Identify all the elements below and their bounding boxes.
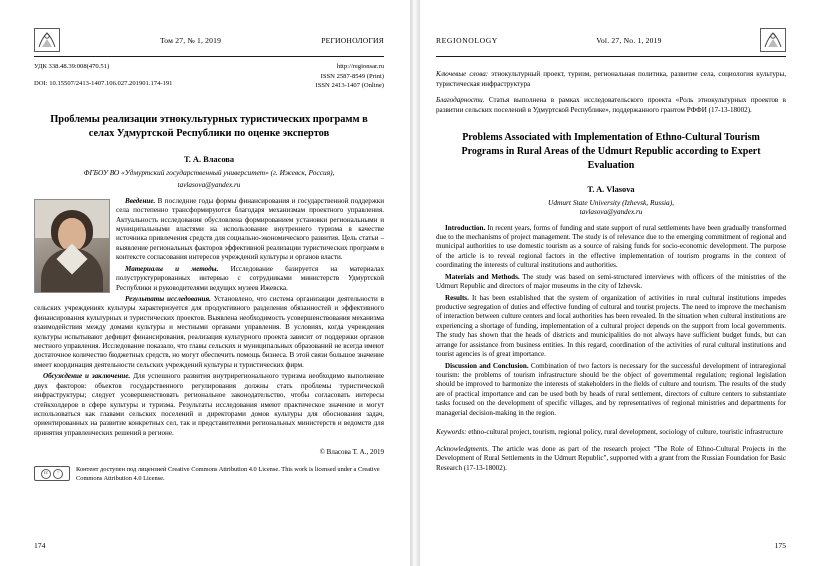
abstract-en-paragraph-methods xyxy=(436,273,786,292)
abstract-en-lead-results: Results. xyxy=(445,293,469,302)
abstract-en-lead-conclusion: Discussion and Conclusion. xyxy=(445,361,529,370)
left-head-journal: РЕГИОНОЛОГИЯ xyxy=(321,35,384,45)
keywords-en-text: ethno-cultural project, tourism, regional policy, rural development, sociology of culture, touristic infrastructure xyxy=(466,428,783,437)
keywords-en-label: Keywords: xyxy=(436,428,467,437)
abstract-lead-conclusion: Обсуждение и заключение. xyxy=(43,372,131,381)
abstract-en-paragraph-conclusion xyxy=(436,362,786,419)
abstract-text-conclusion: Для успешного развития внутрирегионального туризма необходимо выполнение двух факторов: объектов государственного регулирования должны стать проблемы туристической инфраструктуры; следует усовершенствовать региональное законодательство, чтобы согласовать интересы стейкхолдеров в сфере культуры и туризма. Результаты исследования имеют практическое значение и могут использоваться как главами сельских поселений и директорами домов культуры для обоснования задач, ориентированных на развитие конкретных сел, так и представителями региональных министерств и ведомств для принятия управленческих решений в регионе. xyxy=(34,372,384,437)
keywords-ru xyxy=(436,70,786,89)
right-page xyxy=(410,0,820,566)
left-running-head xyxy=(34,28,384,57)
issn-print: ISSN 2587-8549 (Print) xyxy=(320,72,384,80)
acknowledgments-en-text: The article was done as part of the research project "The Role of Ethno-Cultural Projects in the Development of Rural Settlements in the Udmurt Republic", supported with a grant from the Russian Foundation for Basic Research (17-13-18002). xyxy=(436,444,786,472)
abstract-text-results: Установлено, что система организации деятельности в сельских учреждениях культуры характеризуется для продуктивного разделения обязанностей и эффективного финансирования культурных и туристических проектов. Выявлена необходимость усовершенствования механизма взаимодействия между домами культуры и местными органами управления. В условиях, когда учреждения культуры испытывают дефицит финансирования, реализация культурного проекта зависит от поддержки органов местного управления. Исследование показало, что главы сельских и муниципальных образований не всегда имеют достаточное количество бюджетных средств, но могут обеспечить помощь бизнеса. В этой связи большое значение имеет координация деятельности сельских учреждений культуры и туристических фирм. xyxy=(34,294,384,369)
license-text: Контент доступен под лицензией Creative Commons Attribution 4.0 License. This work is licensed under a Creative Commons Attribution 4.0 License. xyxy=(76,466,380,482)
abstract-en-text-methods: The study was based on semi-structured interviews with officers of the ministries of the Udmurt Republic and directors of major museums in the city of Izhevsk. xyxy=(436,272,786,291)
abstract-en-lead-intro: Introduction. xyxy=(445,223,486,232)
abstract-en-paragraph-results xyxy=(436,294,786,360)
abstract-paragraph-conclusion xyxy=(34,372,384,438)
author-affiliation-en: Udmurt State University (Izhevsk, Russia), xyxy=(547,197,675,207)
copyright-line: © Власова Т. А., 2019 xyxy=(319,448,384,457)
author-affiliation-ru: ФГБОУ ВО «Удмуртский государственный университет» (г. Ижевск, Россия), xyxy=(83,168,335,178)
abstract-paragraph-results xyxy=(34,295,384,370)
abstract-en-paragraph-intro xyxy=(436,224,786,271)
page-number-right: 175 xyxy=(774,541,786,550)
abstract-en-text-conclusion: Combination of two factors is necessary for the successful development of intraregional tourism: the problems of tourism infrastructure should be the object of governmental regulation; regional legislation should be improved to harmonize the interests of stakeholders in the fields of culture and tourism. The results of the study are of practical importance and can be used both by heads of rural settlement, directors of culture centers to substantiate tasks focused on the development of specific villages, and by representatives of regional ministries and departments for managerial decision-making in the region. xyxy=(436,361,786,417)
article-title-en: Problems Associated with Implementation of Ethno-Cultural Tourism Programs in Rural Areas of the Udmurt Republic according to Expert Evaluation xyxy=(461,132,761,171)
journal-logo-icon-right xyxy=(760,28,786,52)
journal-website[interactable]: http://regionsar.ru xyxy=(336,63,384,70)
keywords-ru-text: этнокультурный проект, туризм, региональная политика, развитие села, социология культуры, туристическая инфраструктура xyxy=(436,70,786,88)
abstract-en-text-intro: In recent years, forms of funding and state support of rural settlements have been gradually transformed due to the mechanisms of project management. The study is of relevance due to the emerging commitment of regional and municipal authorities to use domestic tourism as a source of raising funds for socio-economic development. The purpose of the article is to reveal regional factors in the effective implementation of tourism programs in the context of coordinating the interests of cultural institutions and authorities. xyxy=(436,223,786,270)
author-name-ru: Т. А. Власова xyxy=(183,155,235,165)
article-title-ru: Проблемы реализации этнокультурных туристических программ в селах Удмуртской Республики по оценке экспертов xyxy=(50,113,368,139)
left-meta-block xyxy=(34,62,384,91)
author-email-en[interactable]: tavlasova@yandex.ru xyxy=(579,207,643,216)
author-portrait-image xyxy=(34,199,110,293)
abstract-text-methods: Исследование базируется на материалах полуструктурированных интервью с сотрудниками министерств Удмуртской Республики и руководителями ведущих музеев Ижевска. xyxy=(116,264,384,292)
acknowledgments-en-label: Acknowledgments. xyxy=(436,444,489,453)
funding-ru-text: Статья выполнена в рамках исследовательского проекта «Роль этнокультурных проектов в развитии сельских поселений в Удмуртской Республике», поддержанного грантом РФФИ (17-13-18002). xyxy=(436,96,786,114)
right-head-volume: Vol. 27, No. 1, 2019 xyxy=(596,35,662,45)
issn-online: ISSN 2413-1407 (Online) xyxy=(315,82,384,90)
doi-code: DOI: 10.15507/2413-1407.106.027.201901.174-191 xyxy=(34,79,173,87)
abstract-en xyxy=(436,224,786,418)
acknowledgments-en xyxy=(436,445,786,474)
keywords-ru-label: Ключевые слова: xyxy=(436,70,489,78)
funding-ru-label: Благодарности. xyxy=(436,96,485,105)
license-block xyxy=(34,466,384,483)
keywords-en xyxy=(436,428,786,438)
funding-ru xyxy=(436,96,786,115)
page-number-left: 174 xyxy=(34,541,46,550)
author-name-en: T. A. Vlasova xyxy=(587,184,635,194)
udk-code: УДК 338.48.39:008(470.51) xyxy=(34,63,110,70)
abstract-en-lead-methods: Materials and Methods. xyxy=(445,272,520,281)
abstract-en-text-results: It has been established that the system of organization of activities in rural cultural institutions impedes productive segregation of duties and effective funding of cultural and tourist projects. The need to improve the mechanism of interaction between culture centers and local authorities has been revealed. In the situation when cultural institutions are experiencing a shortage of funding, implementation of a cultural project depends on the support from local governments. The study has shown that the heads of districts and municipalities do not always have sufficient budget funds, but can arrange for assistance from business entities. In this regard, coordination of the activities of rural cultural institutions and tourist agencies is of great importance. xyxy=(436,293,786,359)
journal-logo-icon xyxy=(34,28,60,52)
right-head-journal: REGIONOLOGY xyxy=(436,35,498,45)
author-photo xyxy=(34,199,108,293)
left-head-volume: Том 27, № 1, 2019 xyxy=(160,35,222,45)
abstract-text-intro: В последние годы формы финансирования и государственной поддержки села постепенно трансформируются благодаря механизмам проектного управления. Актуальность исследования обусловлена формированием установки региональными и муниципальными властями на использование внутреннего туризма в качестве источника привлечения средств для социально-экономического развития. Цель статьи – выявление региональных факторов эффективной реализации туристических программ в контексте согласования интересов учреждений культуры и органов власти. xyxy=(116,196,384,262)
abstract-lead-results: Результаты исследования. xyxy=(125,294,211,303)
abstract-lead-methods: Материалы и методы. xyxy=(125,264,219,273)
creative-commons-icon[interactable]: cc ↑ xyxy=(34,466,70,481)
abstract-lead-intro: Введение. xyxy=(125,196,156,205)
author-email-ru[interactable]: tavlasova@yandex.ru xyxy=(177,180,241,189)
right-running-head xyxy=(436,28,786,57)
